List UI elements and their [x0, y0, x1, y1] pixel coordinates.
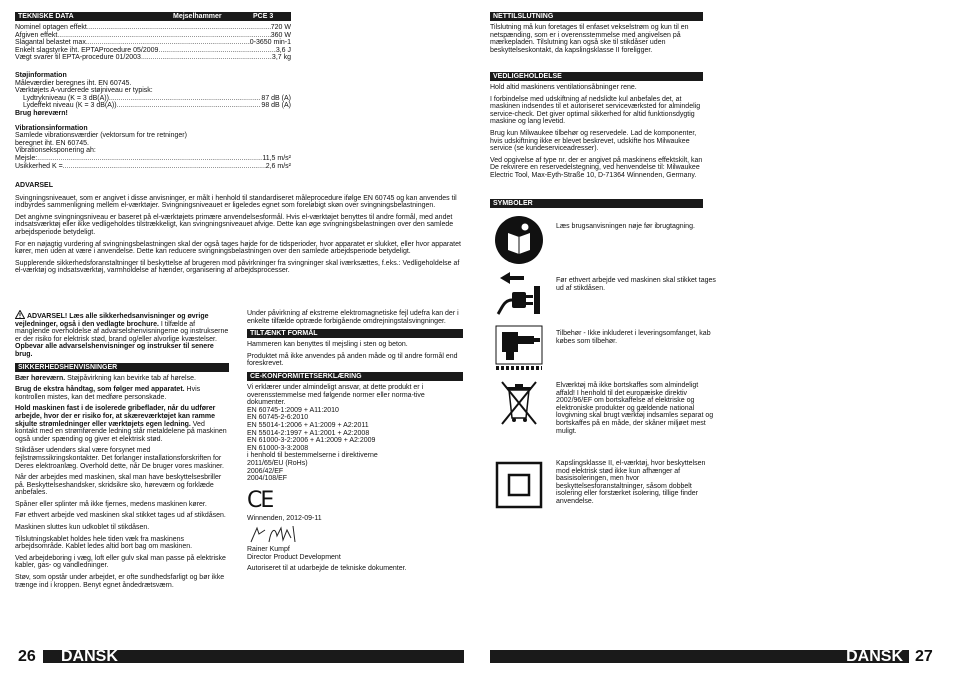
vibration-label: Usikkerhed K = — [15, 162, 63, 170]
vibration-line-2: beregnet iht. EN 60745. — [15, 139, 89, 147]
maintenance-p3: Brug kun Milwaukee tilbehør og reservedele. Lad de komponenter, hvis udskiftning ikke er blevet beskrevet, udskifte hos Milwaukee service (se kundeserviceadresser). — [490, 129, 697, 153]
safety-p7: Før ethvert arbejde ved maskinen skal stikket tages ud af stikdåsen. — [15, 512, 226, 520]
vibration-leader — [63, 163, 266, 171]
symbol-text-2: Tilbehør - Ikke inkluderet i leveringsomfanget, kab købes som tilbehør. — [556, 330, 711, 345]
ce-signer-name: Rainer Kumpf — [247, 546, 290, 554]
safety-column — [15, 310, 229, 593]
ce-norm-item: EN 61000-3-3:2008 — [247, 444, 309, 452]
net-header: NETTILSLUTNING — [490, 12, 703, 21]
vibration-rows — [15, 155, 291, 170]
ce-norm-item: EN 60745-1:2009 + A11:2010 — [247, 406, 339, 414]
noise-rows — [15, 95, 291, 110]
safety-warning — [15, 310, 229, 359]
ce-norm-item: 2011/65/EU (RoHs) — [247, 459, 308, 467]
ce-mark: CE — [247, 487, 273, 513]
ce-norm-item: 2004/108/EF — [247, 475, 288, 483]
unplug-icon — [494, 268, 544, 318]
tech-leader — [87, 24, 271, 32]
vibration-row — [15, 163, 291, 171]
maintenance-header: VEDLIGEHOLDELSE — [490, 72, 703, 81]
tech-value: 720 W — [270, 24, 291, 31]
footer-bar-left — [43, 650, 464, 663]
maintenance-p2: I forbindelse med udskiftning af nedslidte kul anbefales det, at maskinen indsendes til et autoriseret serviceværksted for almindelig service-check. Det giver optimal sikkerhed for altid funktionsdygtig maskine og lang levetid. — [490, 95, 701, 126]
safety-p1-bold: Bær høreværn. — [15, 374, 66, 382]
tech-value: 360 W — [270, 31, 291, 39]
safety-p2-bold: Brug de ekstra håndtag, som følger med apparatet. — [15, 386, 185, 394]
safety-warning-bold: ADVARSEL! Læs alle sikkerhedsanvisninger og øvrige vejledninger, også i den vedlagte brochure. — [15, 313, 209, 328]
tech-label: Slagantal belastet max. — [15, 39, 88, 47]
safety-p5: Når der arbejdes med maskinen, skal man have beskyttelsesbriller på. Beskyttelseshandsker, skridsikre sko, høreværn og forklæde anbefales. — [15, 474, 222, 497]
ce-norm-item: EN 61000-3-2:2006 + A1:2009 + A2:2009 — [247, 437, 376, 445]
noise-line-2: Værktøjets A-vurderede støjniveau er typisk: — [15, 87, 153, 95]
accessory-icon — [494, 322, 544, 372]
tech-row — [15, 47, 291, 55]
symbol-text-4: Kapslingsklasse II, el-værktøj, hvor beskyttelsen mod elektrisk stød ikke kun afhænger af basisisoleringen, men hvor beskyttelsesforanstaltninger, såsom dobbelt isolering eller forstærket isolering, tillige finder anvendelse. — [556, 460, 706, 505]
advarsel-title: ADVARSEL — [15, 182, 53, 189]
advarsel-section — [15, 182, 463, 279]
maintenance-p4: Ved opgivelse af type nr. der er angivet på maskinens effektskilt, kan De rekvirere en reservedelstegning, ved henvendelse til: Milwaukee Electric Tool, Max-Eyth-Straße 10, D-71364 Winnenden, Germany. — [490, 156, 703, 179]
tech-leader — [158, 47, 275, 55]
tech-label: Afgiven effekt — [15, 31, 58, 39]
tech-leader — [141, 54, 272, 62]
safety-p4: Stikdåser udendørs skal være forsynet med fejlstrømssikringskontakter. Det forlanger installationsforskriften for Deres elektroanlæg. Overhold dette, når De bruger vores maskiner. — [15, 447, 224, 470]
noise-leader — [109, 95, 262, 103]
tech-data-header-wide — [15, 12, 291, 170]
noise-line-1: Måleværdier beregnes iht. EN 60745. — [15, 79, 132, 87]
noise-title: Støjinformation — [15, 71, 67, 79]
tech-value: 3,7 kg — [271, 54, 291, 62]
noise-section — [15, 72, 291, 118]
tech-data-rows — [15, 24, 291, 62]
tech-row — [15, 39, 291, 47]
weee-bin-icon — [494, 378, 544, 428]
warning-triangle-icon — [15, 310, 25, 319]
symbol-text-1: Før ethvert arbejde ved maskinen skal stikket tages ud af stikdåsen. — [556, 277, 716, 292]
vibration-value: 11,5 m/s² — [262, 154, 291, 162]
ce-intro: Vi erklærer under almindeligt ansvar, at dette produkt er i overensstemmelse med følgende normer eller norma-tive dokumenter. — [247, 383, 425, 407]
ce-norm-item: EN 55014-1:2006 + A1:2009 + A2:2011 — [247, 421, 369, 429]
advarsel-p2: Det angivne svingningsniveau er baseret på el-værktøjets primære anvendelsesformål. Hvis el-værktøjet benyttes til andre formål, med andet indsatsværktøj eller ikke vedligeholdes tilstrækkeligt, kan svingningsniveauet afvige. Dette kan øge svingningsbelastningen over den samlede arbejdsperiode betydeligt. — [15, 213, 454, 236]
signature — [247, 522, 463, 546]
footer-right — [490, 646, 940, 667]
page-number-left: 26 — [18, 648, 36, 665]
intended-use-p2: Produktet må ikke anvendes på anden måde og til andre formål end foreskrevet. — [247, 352, 458, 368]
safety-p1 — [15, 375, 229, 383]
tech-row — [15, 32, 291, 40]
vibration-value: 2,6 m/s² — [265, 162, 291, 170]
maintenance-p1: Hold altid maskinens ventilationsåbninger rene. — [490, 84, 637, 91]
noise-warning: Brug høreværn! — [15, 109, 68, 117]
maintenance-section — [490, 72, 703, 184]
ce-signer-role: Director Product Development — [247, 553, 341, 561]
tech-leader — [88, 39, 250, 47]
tech-row — [15, 24, 291, 32]
emc-note: Under påvirkning af ekstreme elektromagnetiske fejl udefra kan der i enkelte tilfælde optræde forbigående omdrejningstalsvingninger. — [247, 310, 459, 325]
advarsel-p4: Supplerende sikkerhedsforanstaltninger til beskyttelse af brugeren mod påvirkninger fra svingninger skal iværksættes, f.eks.: Vedligeholdelse af el-værktøj og indsatsværktøj, varmholdelse af hænder, organisering af arbejdsprocesser. — [15, 259, 460, 275]
vibration-line-1: Samlede vibrationsværdier (vektorsum for tre retninger) — [15, 132, 187, 140]
symbol-text-0: Læs brugsanvisningen nøje før ibrugtagning. — [556, 223, 695, 230]
intended-use-p1: Hammeren kan benyttes til mejsling i sten og beton. — [247, 341, 408, 349]
page-right — [477, 0, 954, 677]
footer-bar-right — [490, 650, 909, 663]
safety-p8: Maskinen sluttes kun udkoblet til stikdåsen. — [15, 524, 150, 532]
tech-col2: PCE 3 — [253, 13, 274, 20]
safety-p2 — [15, 386, 229, 401]
noise-label: Lydeffekt niveau (K = 3 dB(A)) — [23, 102, 117, 110]
tech-data-title-text: TEKNISKE DATA — [18, 13, 74, 20]
vibration-leader — [37, 155, 262, 163]
noise-leader — [117, 102, 262, 110]
vibration-label: Mejsle: — [15, 154, 38, 162]
signature-mark — [249, 522, 309, 546]
mid-column — [247, 310, 463, 573]
tech-label: Vægt svarer til EPTA-procedure 01/2003 — [15, 54, 141, 62]
safety-p3-text: Ved kontakt med en strømførende ledning står metaldelene på maskinen også under spænding og giver et elektrisk stød. — [15, 420, 227, 443]
footer-left — [15, 646, 464, 667]
advarsel-p1: Svingningsniveauet, som er angivet i disse anvisninger, er målt i henhold til standardiseret måleprocedure ifølge EN 60745 og kan anvendes til indbyrdes sammenligning mellem el-værktøjer. Svingningsniveauet er ligeledes egnet som foreløbigt skøn over svingningsbelastningen. — [15, 194, 457, 210]
safety-header: SIKKERHEDSHENVISNINGER — [15, 363, 229, 372]
noise-row — [23, 102, 291, 110]
ce-norm-list — [247, 407, 463, 483]
tech-col1: Mejselhammer — [173, 13, 222, 20]
tech-label: Nominel optagen effekt — [15, 24, 87, 31]
noise-value: 87 dB (A) — [261, 94, 291, 102]
symbol-text-3: Elværktøj må ikke bortskaffes som almindeligt affald! I henhold til det europæiske direktiv 2002/96/EF om bortskaffelse af elektriske og elektroniske produkter og gældende national lovgivning skal brugt værktøj indsamles separat og bortskaffes på en måde, der skåner miljøet mest muligt. — [556, 382, 714, 435]
ce-date: Winnenden, 2012-09-11 — [247, 514, 322, 522]
ce-norm-item: EN 55014-2:1997 + A1:2001 + A2:2008 — [247, 429, 370, 437]
vibration-row — [15, 155, 291, 163]
tech-value: 0-3650 min-1 — [249, 39, 291, 47]
safety-warning-keep: Opbevar alle advarselshenvisninger og instrukser til senere brug. — [15, 343, 214, 358]
noise-label: Lydtrykniveau (K = 3 dB(A)) — [23, 94, 109, 102]
safety-p9: Tilslutningskablet holdes hele tiden væk fra maskinens arbejdsområde. Kablet ledes altid bort bag om maskinen. — [15, 535, 193, 551]
symbols-section — [490, 199, 703, 211]
ce-mark-box — [247, 489, 463, 515]
noise-row — [23, 95, 291, 103]
ce-authorised: Autoriseret til at udarbejde de tekniske dokumenter. — [247, 565, 407, 573]
safety-p11: Støv, som opstår under arbejdet, er ofte sundhedsfarligt og bør ikke trænge ind i kroppen. Benyt egnet åndedrætsværn. — [15, 574, 225, 589]
ce-norm-item: EN 60745-2-6:2010 — [247, 414, 309, 422]
class-ii-icon — [494, 460, 544, 510]
tech-label: Enkelt slagstyrke iht. EPTAProcedure 05/2009 — [15, 46, 159, 54]
safety-p6: Spåner eller splinter må ikke fjernes, medens maskinen kører. — [15, 500, 207, 508]
safety-p1-text: Støjpåvirkning kan bevirke tab af hørelse. — [65, 374, 196, 382]
read-manual-icon — [494, 215, 544, 265]
safety-warning-text: I tilfælde af manglende overholdelse af advarselshenvisningerne og instrukserne er der risiko for elektrisk stød, brand og/eller alvorlige kvæstelser. — [15, 320, 229, 343]
footer-lang-right: DANSK — [846, 648, 903, 665]
vibration-section — [15, 125, 291, 171]
vibration-title: Vibrationsinformation — [15, 124, 88, 132]
tech-row — [15, 54, 291, 62]
net-section — [490, 12, 703, 58]
noise-value: 98 dB (A) — [261, 102, 291, 110]
page-number-right: 27 — [915, 648, 933, 665]
tech-value: 3,6 J — [275, 46, 291, 54]
safety-p10: Ved arbejdeboring i væg, loft eller gulv skal man passe på elektriske kabler, gas- og vandledninger. — [15, 554, 226, 570]
safety-p3-bold: Hold maskinen fast i de isolerede gribeflader, når du udfører arbejde, hvor der er risiko for, at skæreværktøjet kan ramme skjulte strømledninger eller værktøjets egen ledning. — [15, 405, 216, 428]
advarsel-p3: For en nøjagtig vurdering af svingningsbelastningen skal der også tages højde for de tidsperioder, hvor apparatet er slukket, eller hvor apparatet kører, men uden at være i anvendelse. Dette kan reducere svingningsbelastningen over den samlede arbejdsperiode betydeligt. — [15, 240, 461, 256]
tech-data-bar — [15, 12, 291, 21]
ce-norm-item: 2006/42/EF — [247, 467, 284, 475]
net-text: Tilslutning må kun foretages til enfaset vekselstrøm og kun til en netspænding, som er i overensstemmelse med angivelsen på mærkepladen. Tilslutning kan også ske til stikdåser uden beskyttelseskontakt, da kapslingsklasse II foreligger. — [490, 24, 689, 54]
safety-p3 — [15, 405, 229, 443]
ce-header: CE-KONFORMITETSERKLÆRING — [247, 372, 463, 381]
ce-norm-item: i henhold til bestemmelserne i direktiverne — [247, 452, 378, 460]
footer-lang-left: DANSK — [61, 648, 118, 665]
tech-leader — [57, 32, 270, 40]
safety-p2-text: Hvis kontrollen mistes, kan det medføre personskade. — [15, 386, 201, 401]
vibration-line-3: Vibrationseksponering ah: — [15, 147, 96, 155]
intended-use-header: TILTÆNKT FORMÅL — [247, 329, 463, 338]
symbols-header: SYMBOLER — [490, 199, 703, 208]
